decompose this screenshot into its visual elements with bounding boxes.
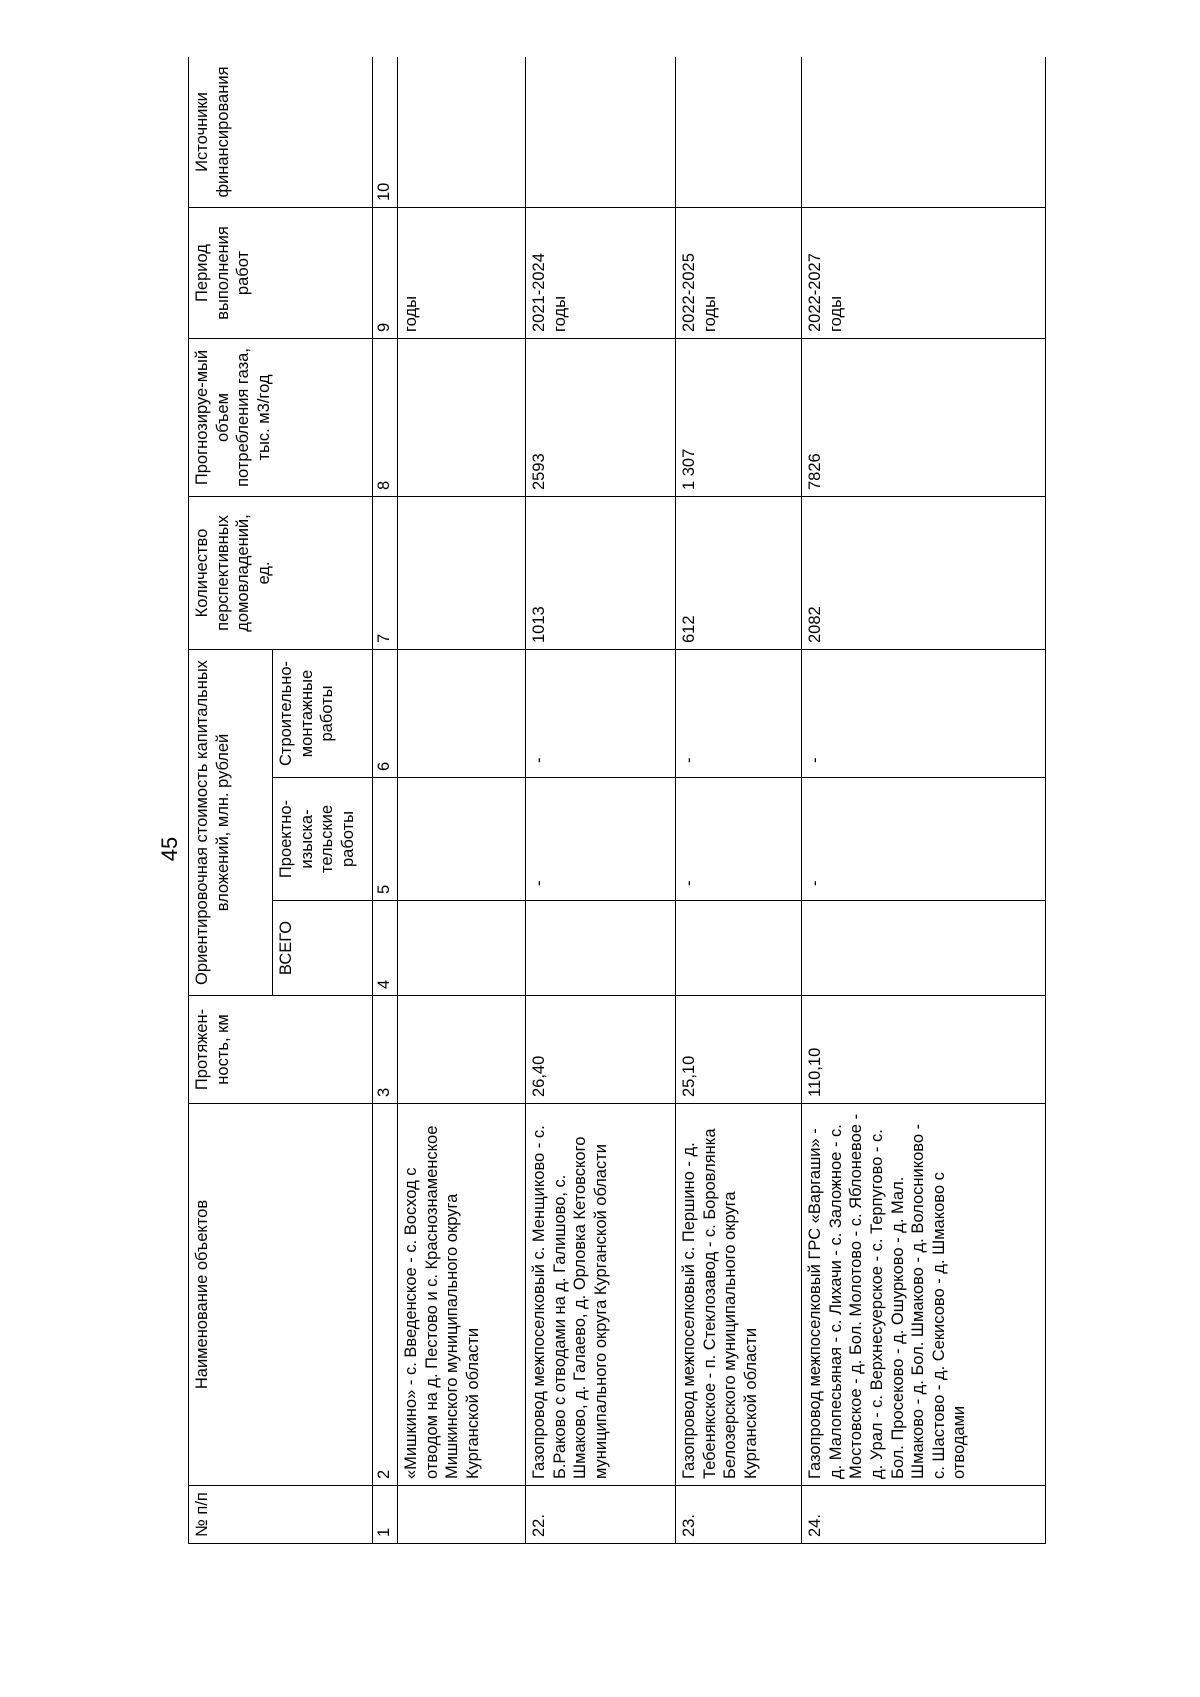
header-total: ВСЕГО	[273, 901, 373, 996]
row-name: «Мишкино» - с. Введенское - с. Восход с отводом на д. Пестово и с. Краснознаменское Мишкинского муниципального округа Курганской области	[398, 1104, 526, 1486]
row-num: 23.	[676, 1486, 802, 1544]
row-gas-volume: 1 307	[676, 339, 802, 497]
row-gas-volume	[398, 339, 526, 497]
row-households: 1013	[526, 497, 676, 650]
header-length: Протяжен-ность, км	[189, 996, 373, 1104]
row-construction	[398, 650, 526, 778]
row-period: 2021-2024 годы	[526, 208, 676, 339]
column-number: 4	[373, 901, 398, 996]
row-survey: -	[802, 778, 1046, 901]
row-survey	[398, 778, 526, 901]
table-row	[802, 57, 1046, 1544]
row-households: 612	[676, 497, 802, 650]
header-name: Наименование объектов	[189, 1104, 373, 1486]
row-source	[802, 57, 1046, 208]
column-number: 7	[373, 497, 398, 650]
table-row	[526, 57, 676, 1544]
row-total	[398, 901, 526, 996]
row-num	[398, 1486, 526, 1544]
row-period: 2022-2027 годы	[802, 208, 1046, 339]
objects-table	[188, 57, 1046, 1544]
row-length: 25,10	[676, 996, 802, 1104]
row-num: 22.	[526, 1486, 676, 1544]
column-number: 3	[373, 996, 398, 1104]
row-households	[398, 497, 526, 650]
row-length: 26,40	[526, 996, 676, 1104]
row-total	[526, 901, 676, 996]
row-name: Газопровод межпоселковый ГРС «Варгаши» - д. Малопесьяная - с. Лихачи - с. Заложное - с. Мостовское - д. Бол. Молотово - с. Яблоневое - д. Урал - с. Верхнесуерское - с. Терпугово - с. Бол. Просеково - д. Ошурково - д. Мал. Шмаково - д. Бол. Шмаково - д. Волосниково - с. Шастово - д. Секисово - д. Шмаково с отводами	[802, 1104, 1046, 1486]
header-construction: Строительно-монтажные работы	[273, 650, 373, 778]
column-number: 1	[373, 1486, 398, 1544]
row-length	[398, 996, 526, 1104]
row-source	[676, 57, 802, 208]
column-numbers-row	[373, 57, 398, 1544]
header-period: Период выполнения работ	[189, 208, 373, 339]
header-survey: Проектно-изыска-тельские работы	[273, 778, 373, 901]
table-container	[188, 57, 1046, 1544]
row-num: 24.	[802, 1486, 1046, 1544]
row-construction: -	[676, 650, 802, 778]
row-period: годы	[398, 208, 526, 339]
table-row	[676, 57, 802, 1544]
header-households: Количество перспективных домовладений, ед.	[189, 497, 373, 650]
row-gas-volume: 7826	[802, 339, 1046, 497]
table-row	[398, 57, 526, 1544]
column-number: 6	[373, 650, 398, 778]
row-total	[802, 901, 1046, 996]
column-number: 2	[373, 1104, 398, 1486]
page-number: 45	[157, 836, 183, 862]
column-number: 5	[373, 778, 398, 901]
row-construction: -	[802, 650, 1046, 778]
row-construction: -	[526, 650, 676, 778]
row-survey: -	[676, 778, 802, 901]
column-number: 10	[373, 57, 398, 208]
row-gas-volume: 2593	[526, 339, 676, 497]
row-survey: -	[526, 778, 676, 901]
column-number: 8	[373, 339, 398, 497]
header-cost-group: Ориентировочная стоимость капитальных вложений, млн. рублей	[189, 650, 273, 996]
row-length: 110,10	[802, 996, 1046, 1104]
row-source	[526, 57, 676, 208]
row-name: Газопровод межпоселковый с. Першино - д. Тебенякское - п. Стеклозавод - с. Боровлянка Белозерского муниципального округа Курганской области	[676, 1104, 802, 1486]
header-gas-volume: Прогнозируе-мый объем потребления газа, тыс. м3/год	[189, 339, 373, 497]
row-total	[676, 901, 802, 996]
row-households: 2082	[802, 497, 1046, 650]
row-source	[398, 57, 526, 208]
row-name: Газопровод межпоселковый с. Менщиково - с. Б.Раково с отводами на д. Галишово, с. Шмаково, д. Галаево, д. Орловка Кетовского муниципального округа Курганской области	[526, 1104, 676, 1486]
header-num: № п/п	[189, 1486, 373, 1544]
column-number: 9	[373, 208, 398, 339]
header-source: Источники финансирования	[189, 57, 373, 208]
row-period: 2022-2025 годы	[676, 208, 802, 339]
